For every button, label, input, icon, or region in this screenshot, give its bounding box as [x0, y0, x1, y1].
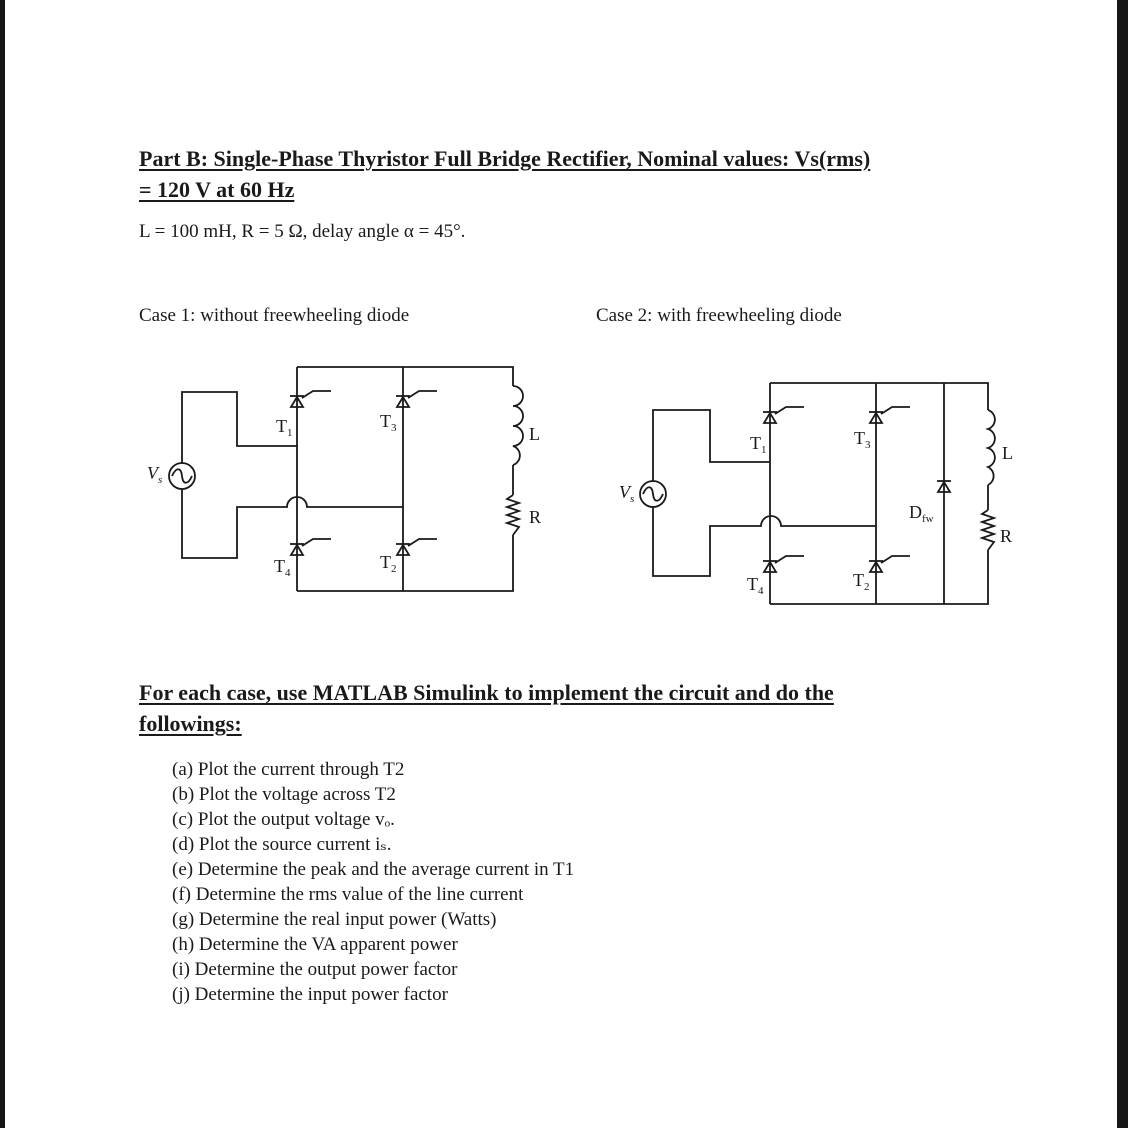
circuit-1-t2-label: $T_2$	[380, 552, 397, 575]
circuit-2-resistor-label: R	[1000, 526, 1013, 546]
task-item: (b) Plot the voltage across T2	[172, 784, 396, 805]
task-item: (a) Plot the current through T2	[172, 759, 405, 780]
circuit-2-wiring	[653, 383, 988, 604]
circuit-2-diode-label: $D_{fw}$	[909, 502, 934, 525]
task-item: (c) Plot the output voltage vₒ.	[172, 809, 395, 830]
task-item: (g) Determine the real input power (Watts)	[172, 909, 497, 930]
task-item: (f) Determine the rms value of the line current	[172, 884, 524, 905]
circuit-2-resistor	[982, 510, 994, 550]
circuit-1-t3-label: $T_3$	[380, 411, 397, 434]
instructions-line-2: followings:	[139, 711, 242, 736]
case-1-label: Case 1: without freewheeling diode	[139, 305, 410, 326]
task-item: (e) Determine the peak and the average current in T1	[172, 859, 575, 880]
circuit-1-resistor	[507, 495, 519, 535]
circuit-2-t3-label: $T_3$	[854, 428, 871, 451]
task-item: (i) Determine the output power factor	[172, 959, 458, 980]
heading-line-2: = 120 V at 60 Hz	[139, 177, 295, 202]
circuit-1-ac-source	[169, 463, 195, 489]
circuit-2-t4-label: $T_4$	[747, 574, 764, 597]
task-item: (j) Determine the input power factor	[172, 984, 448, 1005]
circuit-2-inductor	[988, 410, 995, 485]
circuit-1-inductor-label: L	[529, 424, 540, 444]
task-list	[172, 757, 574, 1007]
instructions-heading	[139, 677, 999, 739]
circuit-2-source-label: $V_s$	[619, 482, 635, 505]
circuit-1-wiring	[182, 367, 513, 591]
circuit-2-t1-label: $T_1$	[750, 433, 767, 456]
circuit-2-inductor-label: L	[1002, 443, 1013, 463]
circuit-1-resistor-label: R	[529, 507, 542, 527]
circuit-1-inductor	[513, 386, 523, 465]
circuit-1-t4-label: $T_4$	[274, 556, 291, 579]
circuit-1-source-label: $V_s$	[147, 463, 163, 486]
instructions-line-1: For each case, use MATLAB Simulink to implement the circuit and do the	[139, 680, 834, 705]
heading-line-1: Part B: Single-Phase Thyristor Full Bridge Rectifier, Nominal values: Vs(rms)	[139, 146, 871, 171]
task-item: (d) Plot the source current iₛ.	[172, 834, 392, 855]
case-2-label: Case 2: with freewheeling diode	[596, 305, 842, 326]
circuit-parameters: L = 100 mH, R = 5 Ω, delay angle α = 45°.	[139, 221, 466, 242]
circuit-2-ac-source	[640, 481, 666, 507]
task-item: (h) Determine the VA apparent power	[172, 934, 458, 955]
circuit-2-t2-label: $T_2$	[853, 570, 870, 593]
circuit-1-t1-label: $T_1$	[276, 416, 293, 439]
